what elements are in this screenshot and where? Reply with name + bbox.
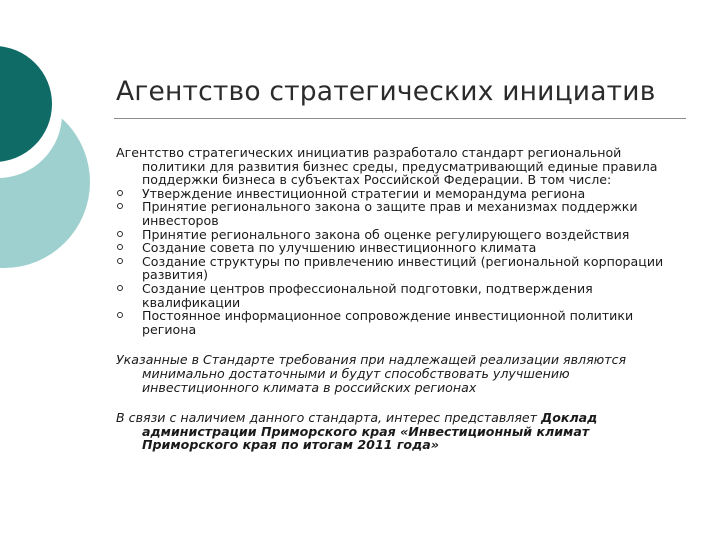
conclusion-prefix: В связи с наличием данного стандарта, интерес представляет [116, 410, 542, 426]
bullet-circle-icon [117, 312, 123, 318]
report-title: Доклад администрации Приморского края «Инвестиционный климат Приморского края по итогам 2011 года» [142, 410, 598, 453]
list-item [116, 282, 688, 309]
list-item-text: Принятие регионального закона об оценке регулирующего воздействия [142, 226, 630, 242]
bullet-circle-icon [117, 231, 123, 237]
measures-list [116, 187, 688, 337]
standard-note: Указанные в Стандарте требования при надлежащей реализации являются минимально достаточными и будут способствовать улучшению инвестиционного климата в российских регионах [116, 352, 627, 395]
slide-title: Агентство стратегических инициатив [116, 76, 656, 107]
list-item-text: Создание совета по улучшению инвестиционного климата [142, 240, 537, 256]
list-item-text: Утверждение инвестиционной стратегии и меморандума региона [142, 185, 586, 201]
list-item [116, 187, 688, 201]
bullet-circle-icon [117, 258, 123, 264]
list-item [116, 309, 688, 336]
list-item [116, 200, 688, 227]
bullet-circle-icon [117, 285, 123, 291]
decorative-circles [0, 0, 120, 300]
bullet-circle-icon [117, 203, 123, 209]
slide-content [116, 146, 688, 452]
title-underline [114, 118, 686, 119]
list-item [116, 241, 688, 255]
conclusion-paragraph [116, 411, 688, 452]
bullet-circle-icon [117, 244, 123, 250]
list-item [116, 255, 688, 282]
bullet-circle-icon [117, 190, 123, 196]
list-item-text: Принятие регионального закона о защите прав и механизмах поддержки инвесторов [142, 199, 638, 228]
list-item-text: Создание центров профессиональной подготовки, подтверждения квалификации [142, 280, 593, 310]
list-item-text: Создание структуры по привлечению инвестиций (региональной корпорации развития) [142, 253, 664, 283]
list-item [116, 228, 688, 242]
intro-paragraph: Агентство стратегических инициатив разработало стандарт региональной политики для развития бизнес среды, предусматривающий единые правила поддержки бизнеса в субъектах Российской Федерации. В том числе: [116, 145, 658, 188]
list-item-text: Постоянное информационное сопровождение инвестиционной политики региона [142, 308, 634, 337]
